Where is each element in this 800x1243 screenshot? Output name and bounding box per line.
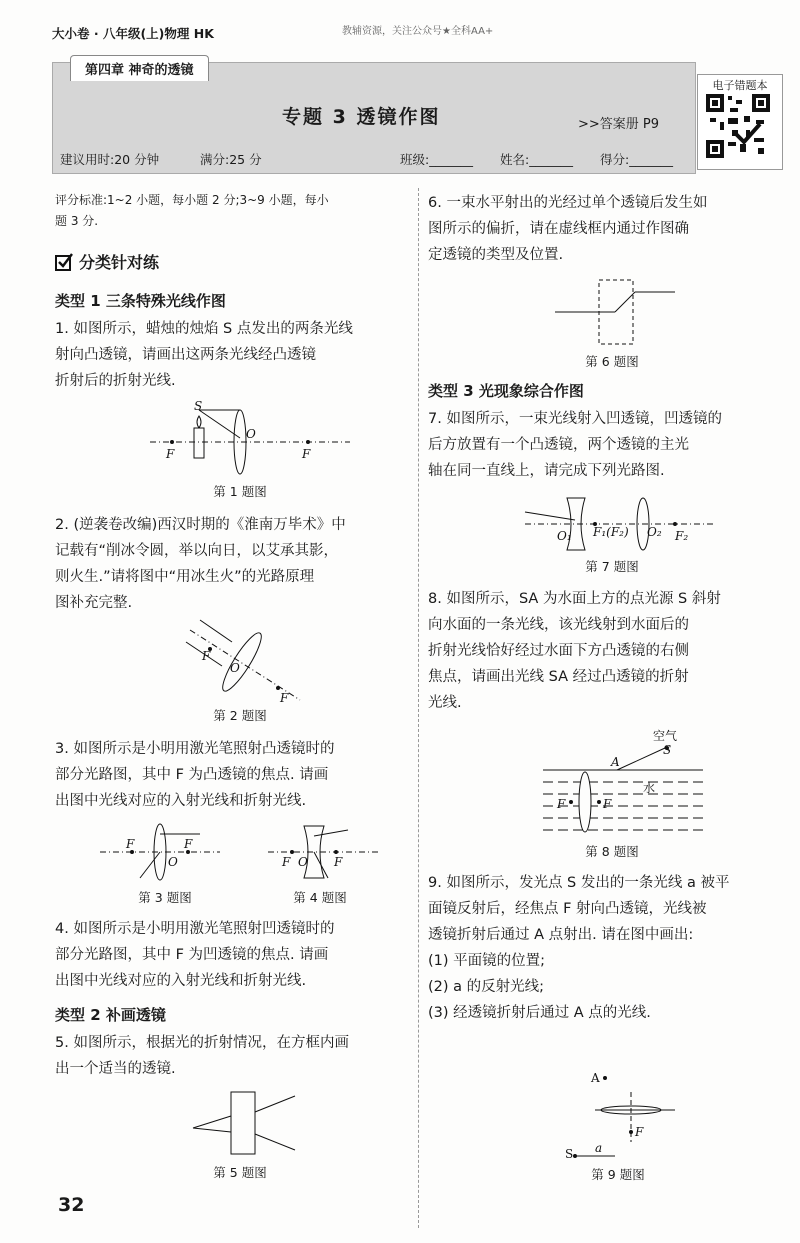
light-ray <box>193 1116 231 1128</box>
question-9: 9. 如图所示，发光点 S 发出的一条光线 a 被平 面镜反射后，经焦点 F 射向凸透镜，光线被 透镜折射后通过 A 点射出. 请在图中画出: (1) 平面镜的位置; (2) a 的反射光线; (3) 经透镜折射后通过 A 点的光线. <box>428 875 730 1021</box>
label-o1: O₁ <box>557 529 572 543</box>
label-o: O <box>168 855 178 869</box>
watermark-text: 教辅资源，关注公众号★全科AA+ <box>342 26 494 37</box>
figure-4 <box>268 822 378 882</box>
question-3: 3. 如图所示是小明用激光笔照射凸透镜时的 部分光路图，其中 F 为凸透镜的焦点. 请画 出图中光线对应的入射光线和折射光线. <box>55 741 335 809</box>
candle-flame <box>197 416 201 428</box>
label-f: F <box>635 1125 644 1139</box>
column-divider <box>418 188 419 1228</box>
focus-point <box>170 440 174 444</box>
convex-lens <box>579 772 591 832</box>
question-5: 5. 如图所示，根据光的折射情况，在方框内画 出一个适当的透镜. <box>55 1035 349 1077</box>
figure-1 <box>150 398 350 468</box>
label-f: F <box>557 797 566 811</box>
caption-4: 第 4 题图 <box>293 890 347 905</box>
focus-point <box>597 800 601 804</box>
laser-ray <box>314 830 348 836</box>
label-o2: O₂ <box>647 525 662 539</box>
caption-8: 第 8 题图 <box>585 844 639 859</box>
focus-point <box>569 800 573 804</box>
figure-7 <box>525 494 715 552</box>
caption-6: 第 6 题图 <box>585 354 639 369</box>
label-water: 水 <box>643 781 656 795</box>
label-s: S <box>194 399 203 413</box>
label-a: A <box>611 755 620 769</box>
label-s: S <box>663 743 672 757</box>
light-ray <box>199 410 240 438</box>
label-air: 空气 <box>653 729 678 743</box>
figure-2 <box>180 620 310 705</box>
ray-sa <box>617 748 665 770</box>
label-f: F <box>184 837 193 851</box>
caption-7: 第 7 题图 <box>585 559 639 574</box>
sun-ray <box>200 620 232 642</box>
book-title: 大小卷 · 八年级(上)物理 HK <box>52 26 214 41</box>
ice-lens <box>217 629 267 695</box>
class-field[interactable]: 班级:_______ <box>400 152 473 167</box>
label-f: F <box>282 855 291 869</box>
label-f: F <box>166 447 175 461</box>
label-o: O <box>298 855 308 869</box>
water-lines <box>543 782 703 830</box>
name-field[interactable]: 姓名:_______ <box>500 152 573 167</box>
topic-title: 专题 3 透镜作图 <box>282 106 441 128</box>
chapter-tab: 第四章 神奇的透镜 <box>70 55 209 81</box>
figure-9 <box>565 1062 685 1162</box>
section-heading-text: 分类针对练 <box>79 253 160 272</box>
label-ray-a: a <box>595 1141 603 1155</box>
label-f: F <box>202 649 211 663</box>
question-4: 4. 如图所示是小明用激光笔照射凹透镜时的 部分光路图，其中 F 为凹透镜的焦点. 请画 出图中光线对应的入射光线和折射光线. <box>55 921 335 989</box>
qr-code-icon[interactable] <box>706 94 770 158</box>
label-f: F <box>603 797 612 811</box>
question-1: 1. 如图所示，蜡烛的烛焰 S 点发出的两条光线 射向凸透镜，请画出这两条光线经凸透镜 折射后的折射光线. <box>55 321 353 389</box>
type2-heading: 类型 2 补画透镜 <box>55 1006 166 1024</box>
caption-5: 第 5 题图 <box>213 1165 267 1180</box>
top-bar <box>52 20 760 44</box>
laser-ray <box>140 852 160 878</box>
light-ray <box>255 1134 295 1150</box>
light-ray <box>193 1128 231 1132</box>
answer-reference: >>答案册 P9 <box>578 117 660 132</box>
caption-1: 第 1 题图 <box>213 484 267 499</box>
principal-axis <box>190 630 300 700</box>
type1-heading: 类型 1 三条特殊光线作图 <box>55 292 226 310</box>
incident-ray <box>525 512 575 520</box>
candle <box>194 428 204 458</box>
question-2: 2. (逆袭卷改编)西汉时期的《淮南万毕术》中 记载有“削冰令圆，举以向日，以艾承其影， 则火生.”请将图中“用冰生火”的光路原理 图补充完整. <box>55 517 346 611</box>
caption-3: 第 3 题图 <box>138 890 192 905</box>
label-f2: F₂ <box>675 529 689 543</box>
label-f1f2: F₁(F₂) <box>593 525 629 539</box>
light-ray <box>255 1096 295 1112</box>
label-f: F <box>126 837 135 851</box>
score-field[interactable]: 得分:_______ <box>600 152 673 167</box>
suggested-time: 建议用时:20 分钟 <box>60 152 160 167</box>
caption-9: 第 9 题图 <box>591 1167 645 1182</box>
type3-heading: 类型 3 光现象综合作图 <box>428 382 584 400</box>
question-8: 8. 如图所示，SA 为水面上方的点光源 S 斜射 向水面的一条光线，该光线射到水面后的 折射光线恰好经过水面下方凸透镜的右侧 焦点，请画出光线 SA 经过凸透镜的折射 光线. <box>428 591 721 711</box>
point-a <box>603 1076 607 1080</box>
focus-point <box>306 440 310 444</box>
label-o: O <box>246 427 256 441</box>
label-f: F <box>280 691 289 705</box>
refracted-ray <box>615 292 635 312</box>
focus-point <box>276 686 280 690</box>
lens-box <box>231 1092 255 1154</box>
label-f: F <box>302 447 311 461</box>
focus-point <box>629 1130 633 1134</box>
focus-point <box>334 850 338 854</box>
label-s: S <box>565 1147 574 1161</box>
focus-point <box>673 522 677 526</box>
label-o: O <box>230 661 240 675</box>
question-7: 7. 如图所示，一束光线射入凹透镜，凹透镜的 后方放置有一个凸透镜，两个透镜的主光 轴在同一直线上，请完成下列光路图. <box>428 411 722 479</box>
label-a-point: A <box>591 1071 600 1085</box>
page-number: 32 <box>58 1194 85 1216</box>
figure-5 <box>185 1088 305 1158</box>
full-score: 满分:25 分 <box>200 152 262 167</box>
laser-ray <box>314 852 328 878</box>
checkbox-icon <box>55 253 73 271</box>
question-6: 6. 一束水平射出的光经过单个透镜后发生如 图所示的偏折，请在虚线框内通过作图确 定透镜的类型及位置. <box>428 195 708 263</box>
caption-2: 第 2 题图 <box>213 708 267 723</box>
label-f: F <box>334 855 343 869</box>
figure-3 <box>100 822 220 882</box>
scoring-standard: 评分标准:1~2 小题，每小题 2 分;3~9 小题，每小 题 3 分. <box>55 193 329 228</box>
source-s <box>573 1154 577 1158</box>
focus-point <box>290 850 294 854</box>
qr-label: 电子错题本 <box>712 79 768 92</box>
figure-6 <box>555 278 705 348</box>
section-heading <box>55 250 159 273</box>
figure-8 <box>543 730 703 838</box>
